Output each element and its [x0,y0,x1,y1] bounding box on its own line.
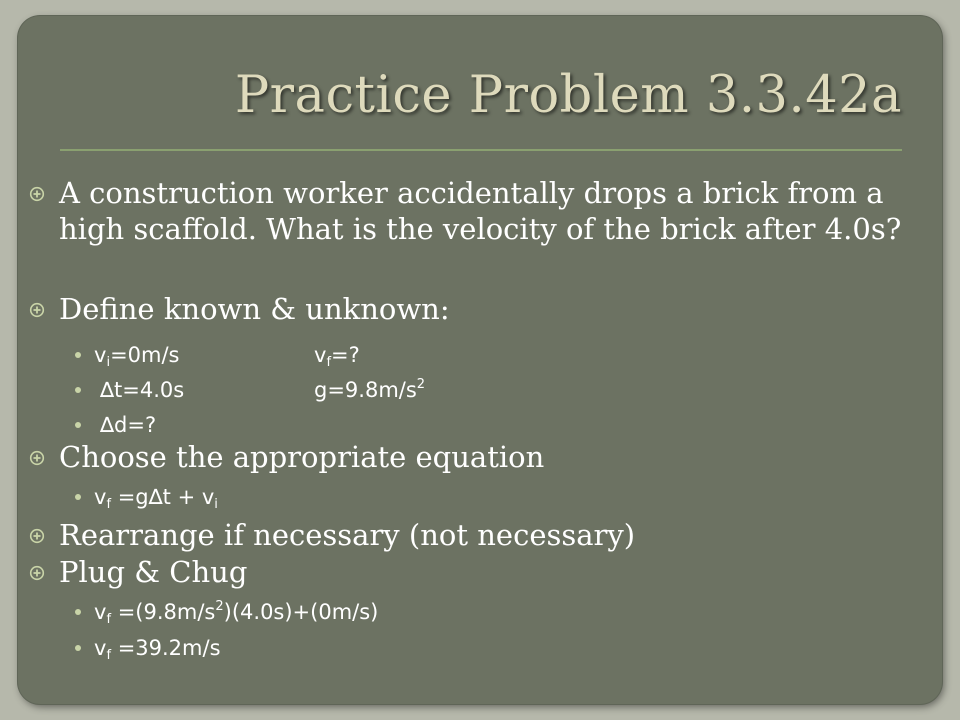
displacement: ∆d=? [100,413,157,437]
plug-row-2 [94,634,221,662]
slide-title: Practice Problem 3.3.42a [234,66,902,125]
dot-icon [75,422,81,428]
bullet-choose-text: Choose the appropriate equation [59,440,545,474]
circled-plus-icon [29,175,47,211]
final-velocity: $v_f=$? [314,343,360,370]
known-row-1 [94,341,360,370]
known-row-3 [94,411,156,439]
substitution: $v_f =(9.8m/s^2)(4.0s)+(0m/s)$ [94,599,379,627]
bullet-define [59,291,909,327]
gravity-value: $g=9.8m/s^2$ [314,377,426,402]
dot-icon [75,494,81,500]
dot-icon [75,387,81,393]
circled-plus-icon [29,439,47,475]
circled-plus-icon [29,517,47,553]
bullet-define-text: Define known & unknown: [59,292,450,326]
bullet-rearrange-text: Rearrange if necessary (not necessary) [59,518,636,552]
plug-row-1 [94,598,378,626]
circled-plus-icon [29,291,47,327]
known-row-2 [94,376,426,404]
equation-row [94,483,218,511]
dot-icon [75,609,81,615]
bullet-plug [59,554,909,590]
dot-icon [75,645,81,651]
time-interval: ∆t=4.0s [100,378,185,402]
title-underline [60,149,902,151]
equation: $v_f =g\Delta t + v_i$ [94,485,218,512]
bullet-rearrange [59,517,909,553]
bullet-problem [59,175,909,247]
initial-velocity: $v_i=0m/s$ [94,343,180,370]
result: $v_f =39.2m/s$ [94,636,221,663]
dot-icon [75,352,81,358]
bullet-problem-text: A construction worker accidentally drops a brick from a high scaffold. What is the velocity of the brick after 4.0s? [59,176,902,246]
circled-plus-icon [29,554,47,590]
bullet-plug-text: Plug & Chug [59,555,248,589]
bullet-choose [59,439,909,475]
